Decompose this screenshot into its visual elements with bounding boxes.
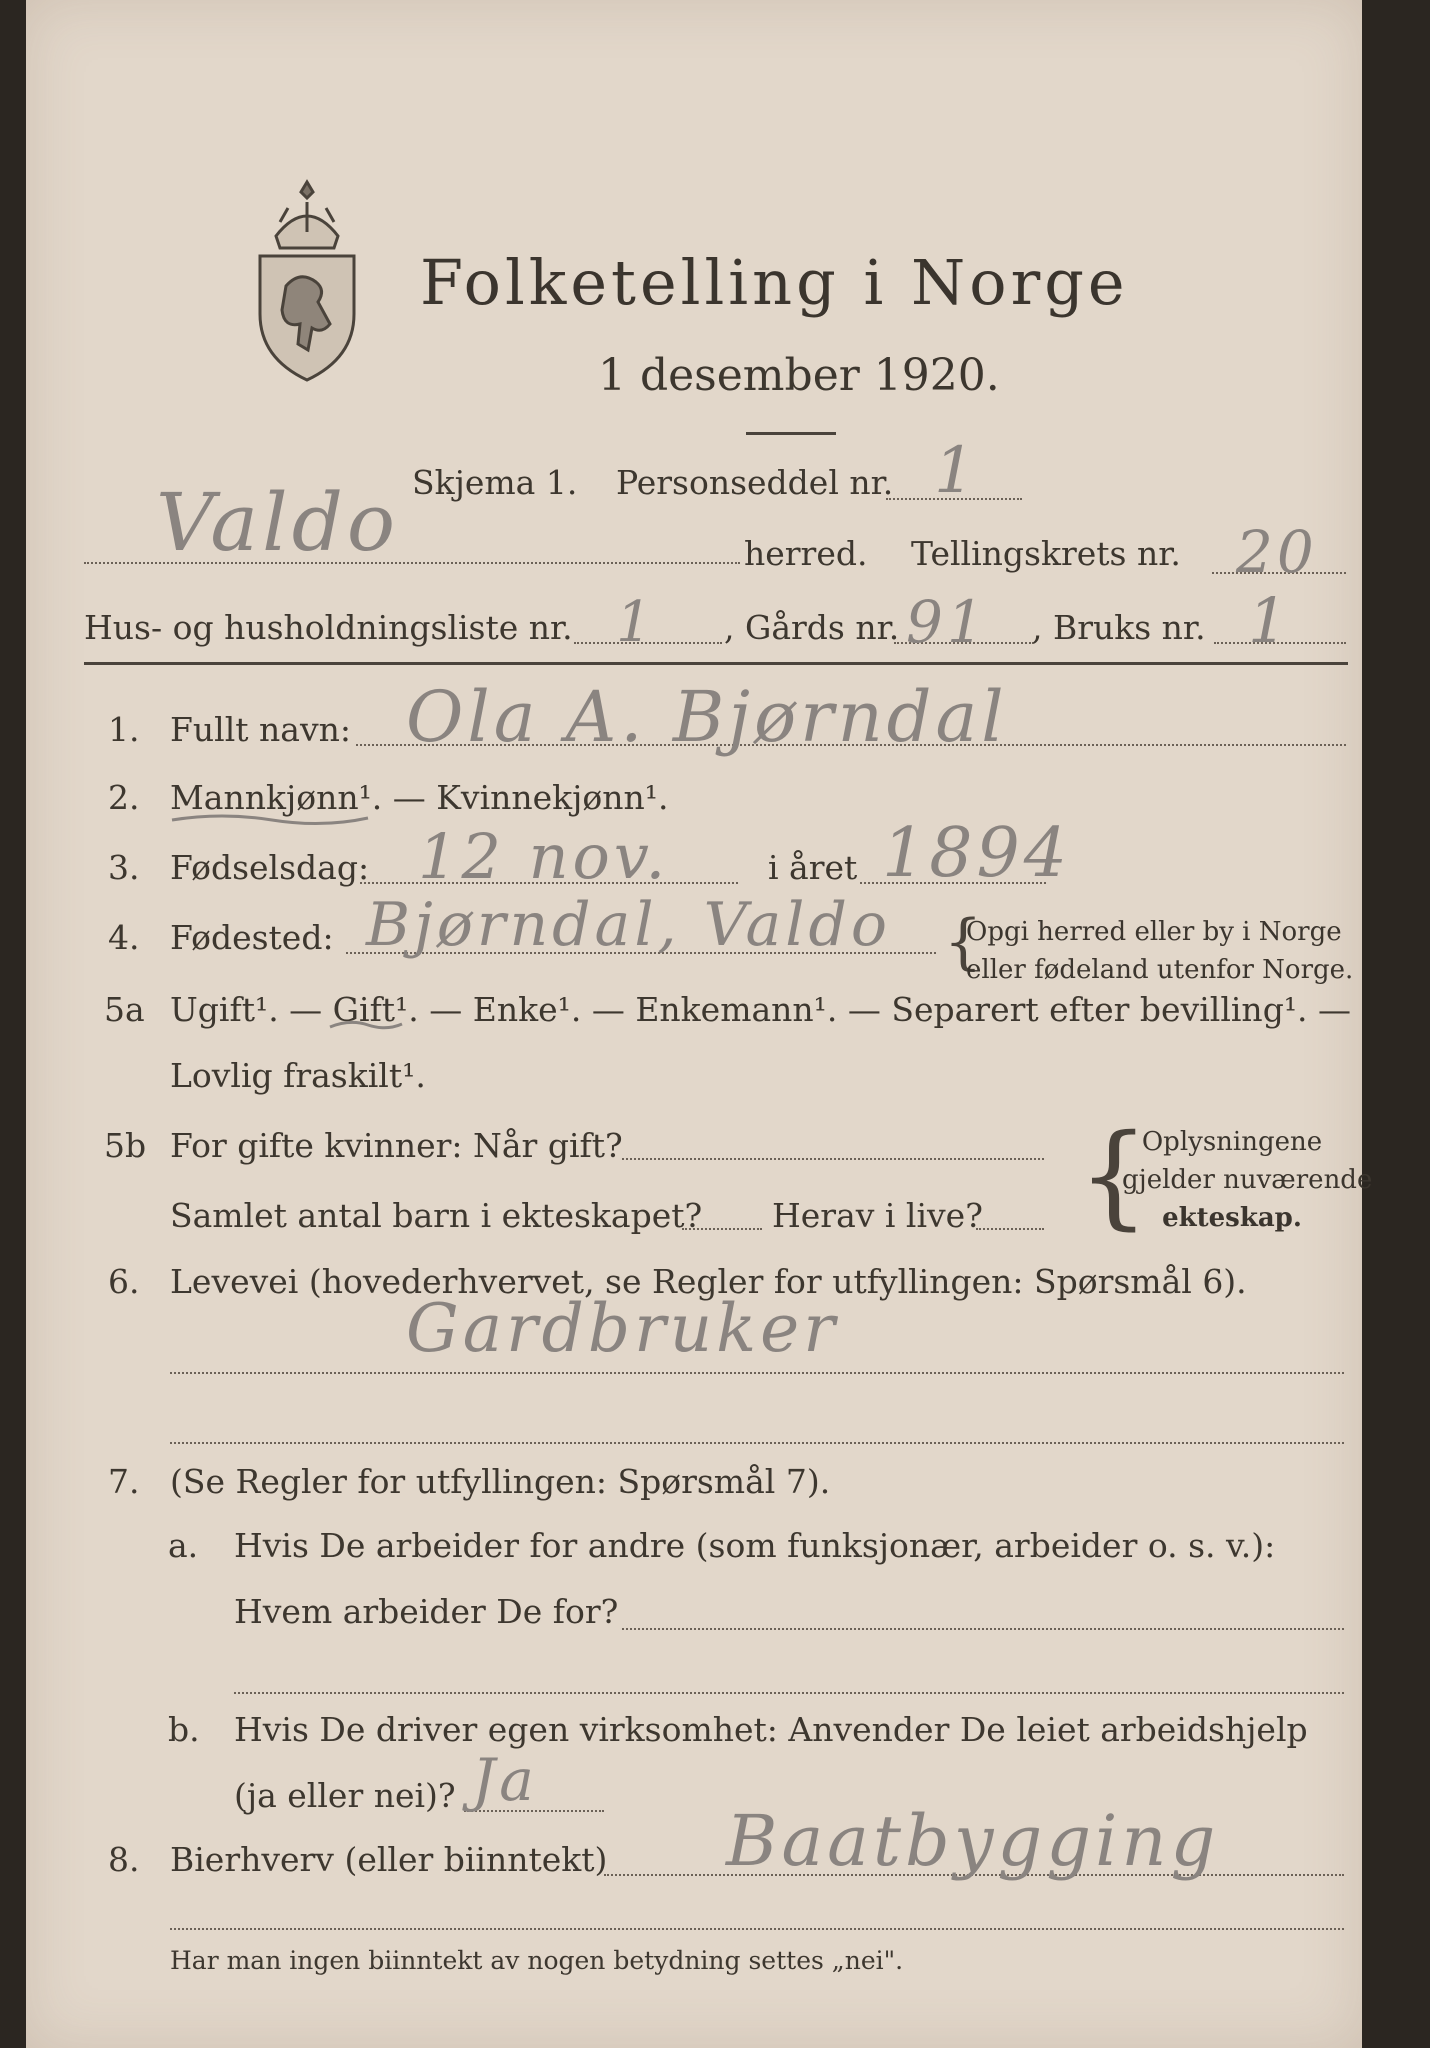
q7b-yes-no-label: (ja eller nei)? — [234, 1776, 456, 1815]
hus-value[interactable]: 1 — [616, 590, 656, 655]
bruks-label: , Bruks nr. — [1032, 608, 1206, 647]
q4-birthplace-value[interactable]: Bjørndal, Valdo — [366, 890, 891, 960]
q5b-note-brace: { — [1078, 1111, 1150, 1241]
tellingskrets-label: Tellingskrets nr. — [911, 534, 1181, 573]
q3-year-label: i året — [768, 848, 858, 887]
q5a-number: 5a — [104, 990, 145, 1029]
bruks-value[interactable]: 1 — [1248, 584, 1292, 657]
q8-field-line-2[interactable] — [170, 1928, 1344, 1930]
q4-number: 4. — [108, 918, 140, 957]
q2-number: 2. — [108, 778, 140, 817]
q3-number: 3. — [108, 848, 140, 887]
q1-full-name-value[interactable]: Ola A. Bjørndal — [406, 676, 1008, 758]
census-form-page — [26, 0, 1373, 2048]
tellingskrets-value[interactable]: 20 — [1236, 518, 1318, 586]
q1-label: Fullt navn: — [170, 710, 351, 749]
q2-sex-options[interactable]: Mannkjønn¹. — Kvinnekjønn¹. — [170, 778, 669, 817]
q6-label: Levevei (hovederhvervet, se Regler for utfyllingen: Spørsmål 6). — [170, 1262, 1247, 1301]
q4-note-brace: { — [944, 907, 983, 977]
q5b-note-line-3: ekteskap. — [1162, 1203, 1302, 1233]
q5b-note-line-2: gjelder nuværende — [1122, 1165, 1373, 1195]
census-date: 1 desember 1920. — [598, 350, 1000, 401]
q5b-note-line-1: Oplysningene — [1141, 1127, 1323, 1157]
q3-year-value[interactable]: 1894 — [882, 814, 1072, 893]
personseddel-value[interactable]: 1 — [934, 434, 979, 508]
q7a-employer-field-line-2[interactable] — [234, 1692, 1344, 1694]
q5b-married-when-field-line[interactable] — [622, 1158, 1044, 1160]
q5b-number: 5b — [104, 1126, 147, 1165]
q5b-children-field-line[interactable] — [682, 1228, 762, 1230]
q5b-alive-field-line[interactable] — [976, 1228, 1044, 1230]
q5a-marital-options[interactable]: Ugift¹. — Gift¹. — Enke¹. — Enkemann¹. — Separert efter bevilling¹. — — [170, 990, 1352, 1029]
q7a-letter: a. — [168, 1526, 199, 1565]
norwegian-coat-of-arms-icon — [246, 178, 368, 388]
footer-note: Har man ingen biinntekt av nogen betydning settes „nei". — [170, 1946, 904, 1975]
herred-label: herred. — [744, 534, 868, 573]
q7-number: 7. — [108, 1462, 140, 1501]
gards-value[interactable]: 91 — [906, 588, 988, 656]
q6-field-line-1 — [170, 1372, 1344, 1374]
q8-label: Bierhverv (eller biinntekt) — [170, 1840, 608, 1879]
q7-label: (Se Regler for utfyllingen: Spørsmål 7). — [170, 1462, 831, 1501]
header-rule — [84, 662, 1348, 665]
q4-label: Fødested: — [170, 918, 334, 957]
q7b-label: Hvis De driver egen virksomhet: Anvender De leiet arbeidshjelp — [234, 1710, 1308, 1749]
title-divider — [746, 432, 836, 435]
q7a-label: Hvis De arbeider for andre (som funksjonær, arbeider o. s. v.): — [234, 1526, 1276, 1565]
q5b-alive-label: Herav i live? — [772, 1196, 983, 1235]
q5a-marital-options-cont[interactable]: Lovlig fraskilt¹. — [170, 1056, 426, 1095]
gift-underline-mark — [328, 1018, 404, 1032]
q6-field-line-2[interactable] — [170, 1442, 1344, 1444]
q3-label: Fødselsdag: — [170, 848, 370, 887]
q6-occupation-value[interactable]: Gardbruker — [406, 1290, 839, 1367]
schema-label: Skjema 1. — [412, 463, 578, 502]
q7a-employer-label: Hvem arbeider De for? — [234, 1592, 619, 1631]
q7b-answer-value[interactable]: Ja — [472, 1746, 538, 1814]
q8-side-income-value[interactable]: Baatbygging — [726, 1800, 1220, 1882]
q1-number: 1. — [108, 710, 140, 749]
form-title: Folketelling i Norge — [420, 246, 1129, 319]
q6-number: 6. — [108, 1262, 140, 1301]
gards-label: , Gårds nr. — [724, 608, 900, 647]
personseddel-label: Personseddel nr. — [616, 463, 894, 502]
q4-note-line-2: eller fødeland utenfor Norge. — [966, 955, 1354, 985]
q7a-employer-field-line[interactable] — [622, 1628, 1344, 1630]
hus-label: Hus- og husholdningsliste nr. — [84, 608, 573, 647]
q5b-married-when-label: For gifte kvinner: Når gift? — [170, 1126, 623, 1165]
mannkjonn-underline-mark — [170, 812, 370, 826]
herred-value[interactable]: Valdo — [156, 476, 400, 569]
q8-number: 8. — [108, 1840, 140, 1879]
q5b-children-label: Samlet antal barn i ekteskapet? — [170, 1196, 703, 1235]
q3-birthday-value[interactable]: 12 nov. — [418, 820, 670, 893]
q4-note-line-1: Opgi herred eller by i Norge — [966, 917, 1342, 947]
q7b-letter: b. — [168, 1710, 200, 1749]
